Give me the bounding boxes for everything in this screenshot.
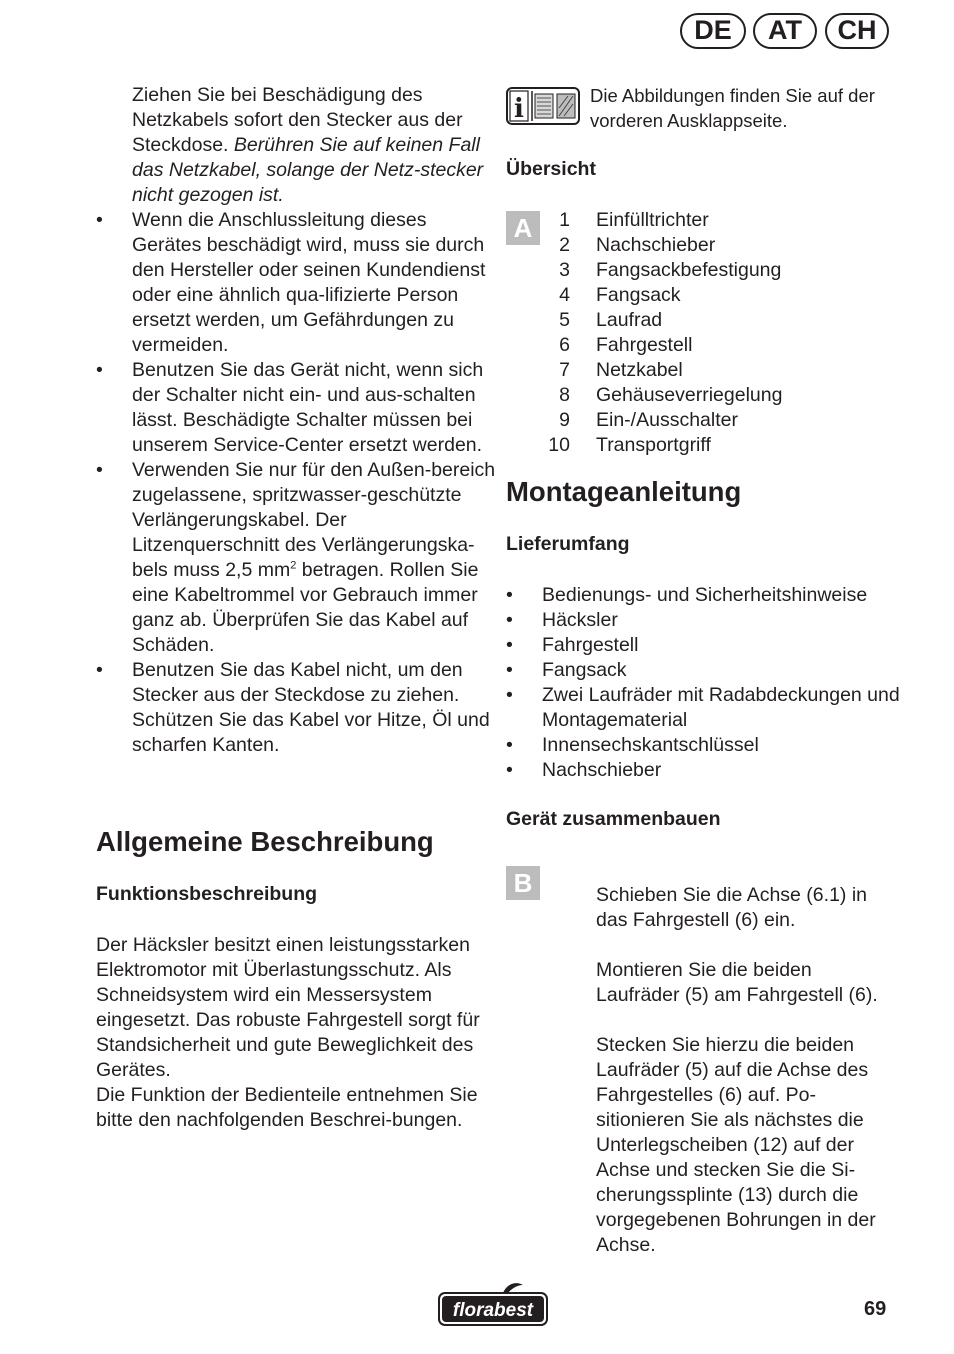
figure-b-label: B (506, 866, 540, 900)
list-item: 3 Fangsackbefestigung (559, 259, 782, 281)
badge-ch: CH (825, 13, 889, 49)
section-title-assembly: Montageanleitung (506, 476, 742, 507)
left-column (96, 83, 496, 758)
list-item: 6 Fahrgestell (559, 334, 693, 356)
bullet-dot: • (506, 634, 513, 656)
list-item (96, 208, 496, 358)
list-item: • Innensechskantschlüssel (506, 734, 759, 756)
bullet-text: Benutzen Sie das Kabel nicht, um den Stecker aus der Steckdose zu ziehen. Schützen Sie das Kabel vor Hitze, Öl und scharfen Kanten. (132, 659, 490, 756)
figure-a-label: A (506, 211, 540, 245)
list-item: • Fahrgestell (506, 634, 639, 656)
bullet-text: Benutzen Sie das Gerät nicht, wenn sich der Schalter nicht ein- und aus-schalten lässt. Beschädigte Schalter müssen bei unserem Service-Center ersetzt werden. (132, 359, 484, 456)
overview-list (540, 208, 782, 458)
bullet-text: Verwenden Sie nur für den Außen-bereich zugelassene, spritzwasser-geschützte Verlängerungskabel. Der Litzenquerschnitt des Verlängerungska-bels muss 2,5 $mm^2$ betragen. Rollen Sie eine Kabeltrommel vor Gebrauch immer ganz ab. Überprüfen Sie das Kabel auf Schäden. (132, 459, 496, 656)
subsection-title-function: Funktionsbeschreibung (96, 883, 318, 905)
list-item: • Häcksler (506, 609, 618, 631)
bullet-dot: • (96, 209, 103, 231)
list-item: 5 Laufrad (559, 309, 663, 331)
bullet-dot: • (506, 584, 513, 606)
info-note: Die Abbildungen finden Sie auf der vorderen Ausklappseite. (590, 85, 875, 131)
bullet-dot: • (96, 359, 103, 381)
bullet-dot: • (506, 684, 513, 706)
overview-title: Übersicht (506, 158, 596, 180)
function-description (96, 933, 496, 1133)
intro-italic-text: Berühren Sie auf keinen Fall das Netzkabel, solange der Netz-stecker nicht gezogen ist. (132, 134, 484, 206)
bullet-dot: • (506, 659, 513, 681)
bullet-dot: • (506, 759, 513, 781)
list-item: 2 Nachschieber (559, 234, 716, 256)
list-item: 8 Gehäuseverriegelung (559, 384, 783, 406)
brand-text: florabest (452, 1300, 534, 1321)
badge-at: AT (753, 13, 817, 49)
svg-text:i: i (514, 94, 524, 124)
bullet-dot: • (96, 659, 103, 681)
instruction-paragraph: Stecken Sie hierzu die beiden Laufräder (5) auf die Achse des Fahrgestelles (6) auf. Po-sitionieren Sie als nächstes die Unterlegscheiben (12) auf der Achse und stecken Sie die Si-cherungssplinte (13) durch die vorgegebenen Bohrungen in der Achse. (596, 1034, 876, 1256)
bullet-dot: • (506, 734, 513, 756)
info-illustration-icon (506, 86, 580, 126)
delivery-list (506, 583, 906, 783)
instruction-paragraph: Montieren Sie die beiden Laufräder (5) am Fahrgestell (6). (596, 959, 878, 1006)
intro-paragraph (96, 83, 496, 208)
description-paragraph: Der Häcksler besitzt einen leistungsstarken Elektromotor mit Überlastungsschutz. Als Schneidsystem wird ein Messersystem eingesetzt. Das robuste Fahrgestell sorgt für Standsicherheit und gute Beweglichkeit des Gerätes. (96, 934, 480, 1081)
subsection-title-assemble: Gerät zusammenbauen (506, 808, 721, 830)
description-paragraph: Die Funktion der Bedienteile entnehmen Sie bitte den nachfolgenden Beschrei-bungen. (96, 1084, 478, 1131)
list-item: 9 Ein-/Ausschalter (559, 409, 738, 431)
list-item (96, 458, 496, 658)
list-item: • Bedienungs- und Sicherheitshinweise (506, 584, 868, 606)
bullet-dot: • (506, 609, 513, 631)
list-item: • Nachschieber (506, 759, 662, 781)
list-item: • Zwei Laufräder mit Radabdeckungen und Montagematerial (506, 684, 900, 731)
list-item: 1 Einfülltrichter (559, 209, 709, 231)
intro-normal-text: Ziehen Sie bei Beschädigung des Netzkabels sofort den Stecker aus der Steckdose. (132, 84, 463, 156)
safety-bullet-list (96, 208, 496, 758)
list-item: • Fangsack (506, 659, 627, 681)
badge-de: DE (680, 13, 746, 49)
list-item (96, 658, 496, 758)
bullet-text: Wenn die Anschlussleitung dieses Gerätes beschädigt wird, muss sie durch den Hersteller oder seinen Kundendienst oder eine ähnlich qua-lifizierte Person ersetzt werden, um Gefährdungen zu vermeiden. (132, 209, 486, 356)
instruction-paragraph: Schieben Sie die Achse (6.1) in das Fahrgestell (6) ein. (596, 884, 868, 931)
florabest-logo (437, 1281, 549, 1327)
bullet-dot: • (96, 459, 103, 481)
subsection-title-delivery: Lieferumfang (506, 533, 630, 555)
list-item: 7 Netzkabel (559, 359, 683, 381)
list-item (96, 358, 496, 458)
list-item: 4 Fangsack (559, 284, 681, 306)
page-number: 69 (864, 1298, 887, 1320)
section-title-general-description: Allgemeine Beschreibung (96, 826, 434, 857)
list-item: 10 Transportgriff (548, 434, 711, 456)
assemble-instructions (596, 883, 896, 1283)
